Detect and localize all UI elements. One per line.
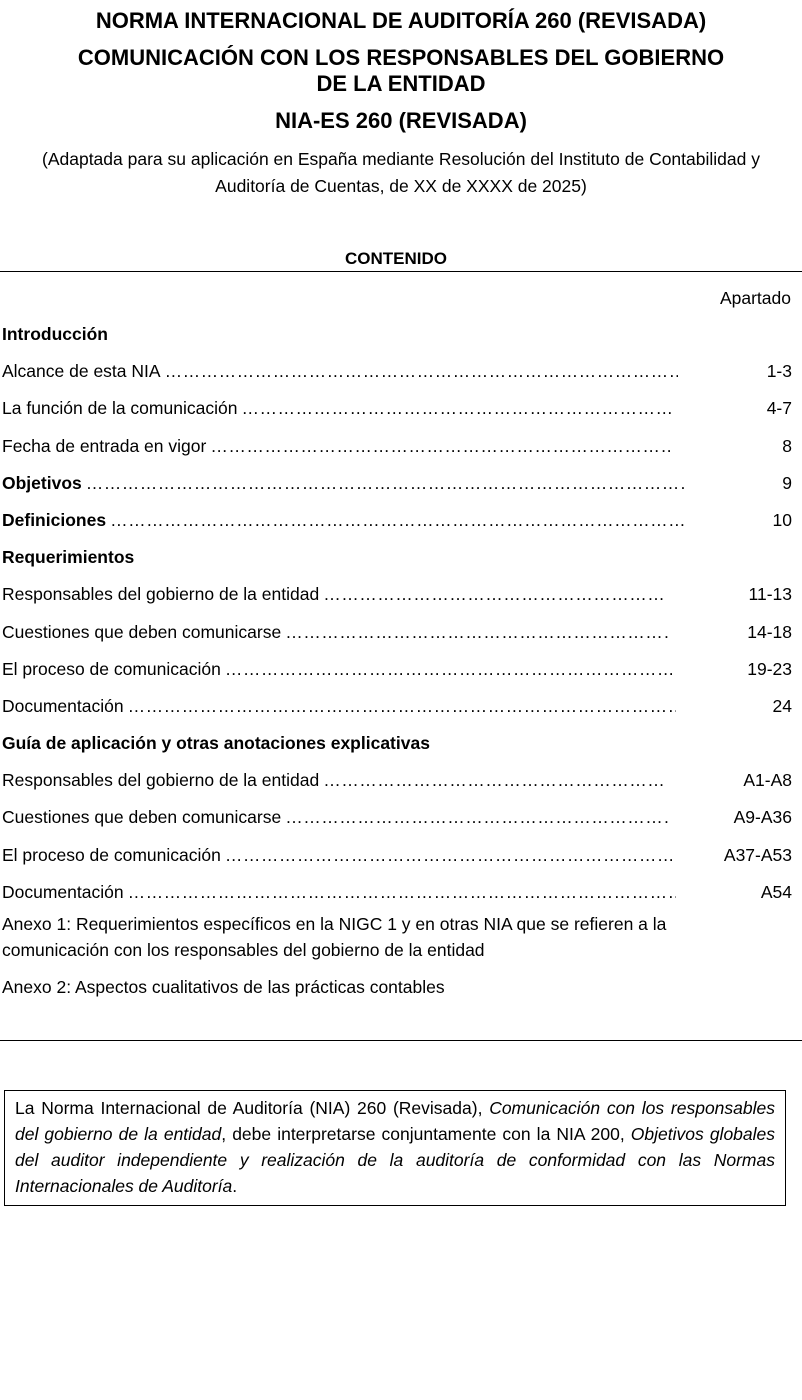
toc-entry[interactable] <box>2 843 792 880</box>
toc-label: Cuestiones que deben comunicarse <box>2 621 282 642</box>
toc-section-heading <box>2 545 792 582</box>
annex-2-entry[interactable]: Anexo 2: Aspectos cualitativos de las prácticas contables <box>2 977 445 997</box>
document-code: NIA-ES 260 (REVISADA) <box>275 108 527 133</box>
toc-label: La función de la comunicación <box>2 398 238 419</box>
toc-label: Responsables del gobierno de la entidad <box>2 770 320 791</box>
toc-paragraph-number: 14-18 <box>747 621 792 642</box>
leader-dots <box>285 620 671 644</box>
note-italic-title: Comunicación con los responsables del gobierno de la entidad <box>15 1098 775 1144</box>
toc-entry[interactable] <box>2 657 792 694</box>
toc-paragraph-number: 9 <box>782 472 792 493</box>
toc-entry[interactable] <box>2 359 792 396</box>
leader-dots <box>241 396 674 420</box>
toc-label: Objetivos <box>2 472 82 493</box>
toc-entry[interactable] <box>2 508 792 545</box>
toc-section-heading <box>2 322 792 359</box>
toc-label: Cuestiones que deben comunicarse <box>2 807 282 828</box>
toc-label: Documentación <box>2 695 124 716</box>
note-text: . <box>232 1176 238 1196</box>
toc-paragraph-number: 19-23 <box>747 658 792 679</box>
toc-paragraph-number: A54 <box>760 881 792 902</box>
leader-dots <box>285 805 671 829</box>
adaptation-note-line2: Auditoría de Cuentas, de XX de XXXX de 2025) <box>215 176 587 196</box>
leader-dots <box>225 657 675 681</box>
toc-section-heading <box>2 731 792 768</box>
toc-label: Responsables del gobierno de la entidad <box>2 584 320 605</box>
toc-label: El proceso de comunicación <box>2 658 221 679</box>
leader-dots <box>323 582 666 606</box>
toc-label: Definiciones <box>2 509 107 530</box>
toc-label: Alcance de esta NIA <box>2 361 161 382</box>
leader-dots <box>128 880 676 904</box>
toc-entry[interactable] <box>2 620 792 657</box>
toc-entry[interactable] <box>2 582 792 619</box>
document-title-line2: COMUNICACIÓN CON LOS RESPONSABLES DEL GOBIERNO <box>77 45 725 70</box>
toc-label: Guía de aplicación y otras anotaciones explicativas <box>2 733 430 754</box>
toc-entry[interactable] <box>2 694 792 731</box>
note-italic-reference: Objetivos globales del auditor independiente y realización de la auditoría de conformidad con las Normas Internacionales de Auditoría <box>15 1124 776 1196</box>
toc-entry[interactable] <box>2 396 792 433</box>
toc-paragraph-number: A1-A8 <box>743 770 792 791</box>
toc-label: Requerimientos <box>2 547 135 568</box>
toc-paragraph-number: 1-3 <box>766 361 792 382</box>
toc-paragraph-number: 4-7 <box>766 398 792 419</box>
leader-dots <box>323 768 666 792</box>
leader-dots <box>86 471 684 495</box>
toc-label: Documentación <box>2 881 124 902</box>
table-of-contents <box>2 322 792 1011</box>
annex-1-entry[interactable]: Anexo 1: Requerimientos específicos en la NIGC 1 y en otras NIA que se refieren a la comunicación con los responsables del gobierno de la entidad <box>2 914 667 960</box>
toc-paragraph-number: A37-A53 <box>723 844 792 865</box>
document-title-line3: DE LA ENTIDAD <box>316 71 486 96</box>
toc-paragraph-number: A9-A36 <box>733 807 792 828</box>
top-divider <box>0 271 802 272</box>
toc-label: Introducción <box>2 324 108 344</box>
toc-entry[interactable] <box>2 805 792 842</box>
toc-entry[interactable] <box>2 434 792 471</box>
toc-label: Fecha de entrada en vigor <box>2 435 207 456</box>
bottom-divider <box>0 1040 802 1041</box>
toc-paragraph-number: 24 <box>772 695 792 716</box>
toc-paragraph-number: 11-13 <box>748 584 792 605</box>
toc-paragraph-number: 10 <box>772 509 792 530</box>
note-text: , debe interpretarse conjuntamente con la NIA 200, <box>221 1124 631 1144</box>
note-text: La Norma Internacional de Auditoría (NIA) 260 (Revisada), <box>15 1098 490 1118</box>
toc-entry[interactable] <box>2 471 792 508</box>
leader-dots <box>210 434 672 458</box>
document-title: NORMA INTERNACIONAL DE AUDITORÍA 260 (REVISADA) <box>95 8 707 33</box>
interpretation-note-box <box>4 1090 786 1206</box>
adaptation-note-line1: (Adaptada para su aplicación en España mediante Resolución del Instituto de Contabilidad y <box>42 149 760 169</box>
column-label-apartado: Apartado <box>719 288 791 308</box>
toc-entry[interactable] <box>2 768 792 805</box>
toc-paragraph-number: 8 <box>782 435 792 456</box>
toc-label: El proceso de comunicación <box>2 844 221 865</box>
contents-heading: CONTENIDO <box>345 249 447 268</box>
leader-dots <box>110 508 685 532</box>
leader-dots <box>128 694 676 718</box>
leader-dots <box>225 843 675 867</box>
leader-dots <box>165 359 678 383</box>
